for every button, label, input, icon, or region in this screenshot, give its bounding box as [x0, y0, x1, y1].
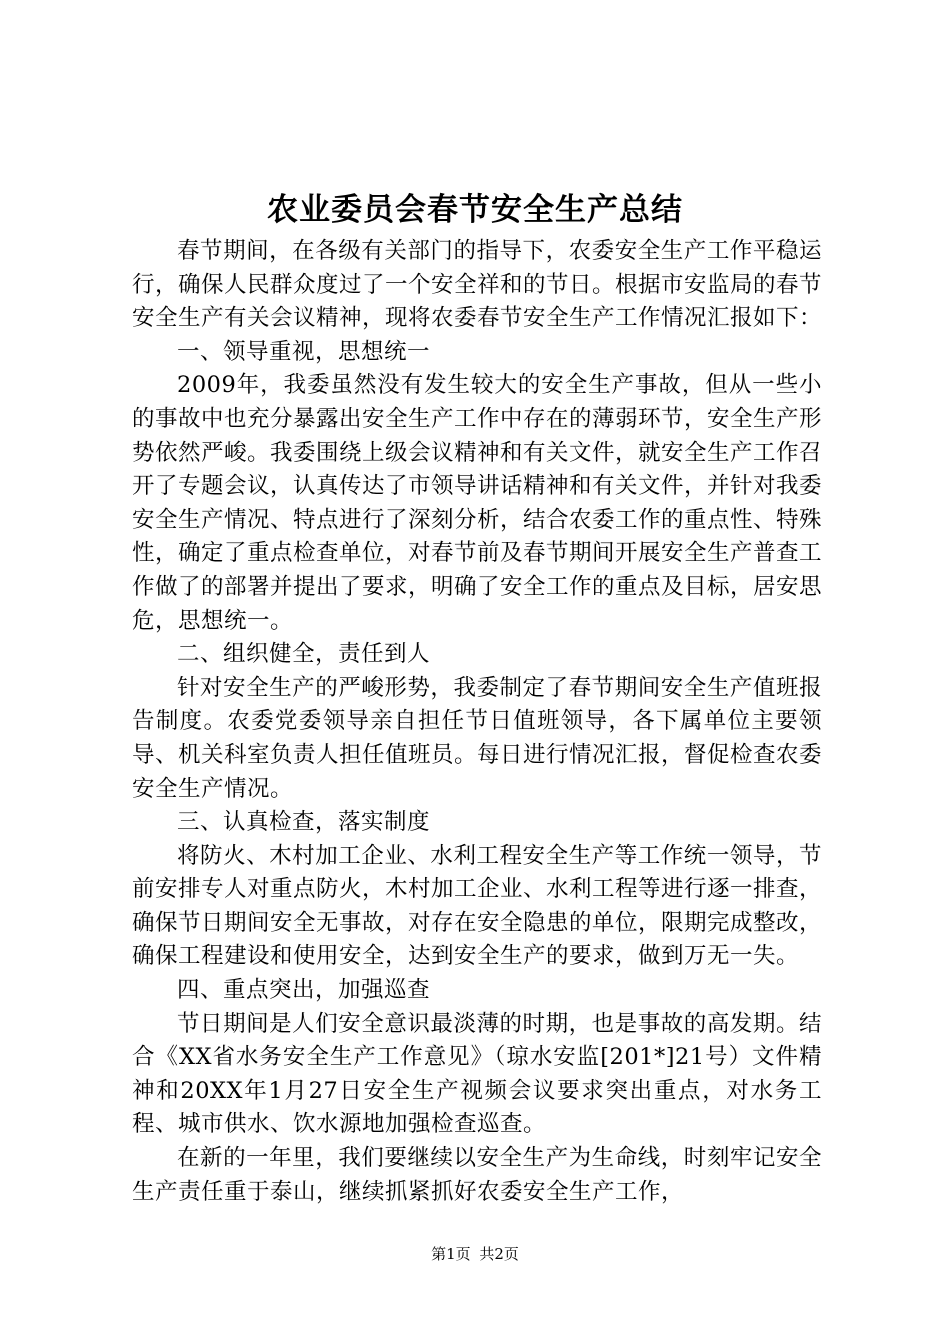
page-footer — [0, 1244, 950, 1264]
paragraph-section-1: 2009年，我委虽然没有发生较大的安全生产事故，但从一些小的事故中也充分暴露出安全生产工作中存在的薄弱环节，安全生产形势依然严峻。我委围绕上级会议精神和有关文件，就安全生产工作召开了专题会议，认真传达了市领导讲话精神和有关文件，并针对我委安全生产情况、特点进行了深刻分析，结合农委工作的重点性、特殊性，确定了重点检查单位，对春节前及春节期间开展安全生产普查工作做了的部署并提出了要求，明确了安全工作的重点及目标，居安思危，思想统一。 — [132, 372, 823, 634]
section-heading-3: 三、认真检查，落实制度 — [177, 809, 431, 836]
section-heading-4: 四、重点突出，加强巡查 — [177, 977, 431, 1004]
paragraph-section-4: 节日期间是人们安全意识最淡薄的时期，也是事故的高发期。结合《XX省水务安全生产工作意见》（琼水安监[201*]21号）文件精神和20XX年1月27日安全生产视频会议要求突出重点，对水务工程、城市供水、饮水源地加强检查巡查。 — [132, 1010, 822, 1138]
section-heading-1: 一、领导重视，思想统一 — [177, 338, 431, 365]
paragraph-section-2: 针对安全生产的严峻形势，我委制定了春节期间安全生产值班报告制度。农委党委领导亲自担任节日值班领导，各下属单位主要领导、机关科室负责人担任值班员。每日进行情况汇报，督促检查农委安全生产情况。 — [132, 674, 823, 802]
page-total: 共2页 — [479, 1245, 519, 1263]
page-title: 农业委员会春节安全生产总结 — [267, 192, 683, 228]
document-body — [132, 235, 822, 1209]
section-heading-2: 二、组织健全，责任到人 — [177, 641, 431, 668]
paragraph-section-3: 将防火、木村加工企业、水利工程安全生产等工作统一领导，节前安排专人对重点防火，木村加工企业、水利工程等进行逐一排查，确保节日期间安全无事故，对存在安全隐患的单位，限期完成整改，确保工程建设和使用安全，达到安全生产的要求，做到万无一失。 — [132, 842, 823, 970]
paragraph-intro: 春节期间，在各级有关部门的指导下，农委安全生产工作平稳运行，确保人民群众度过了一个安全祥和的节日。根据市安监局的春节安全生产有关会议精神，现将农委春节安全生产工作情况汇报如下： — [132, 238, 823, 332]
paragraph-closing: 在新的一年里，我们要继续以安全生产为生命线，时刻牢记安全生产责任重于泰山，继续抓紧抓好农委安全生产工作， — [132, 1145, 822, 1205]
page-number: 第1页 — [431, 1245, 471, 1263]
